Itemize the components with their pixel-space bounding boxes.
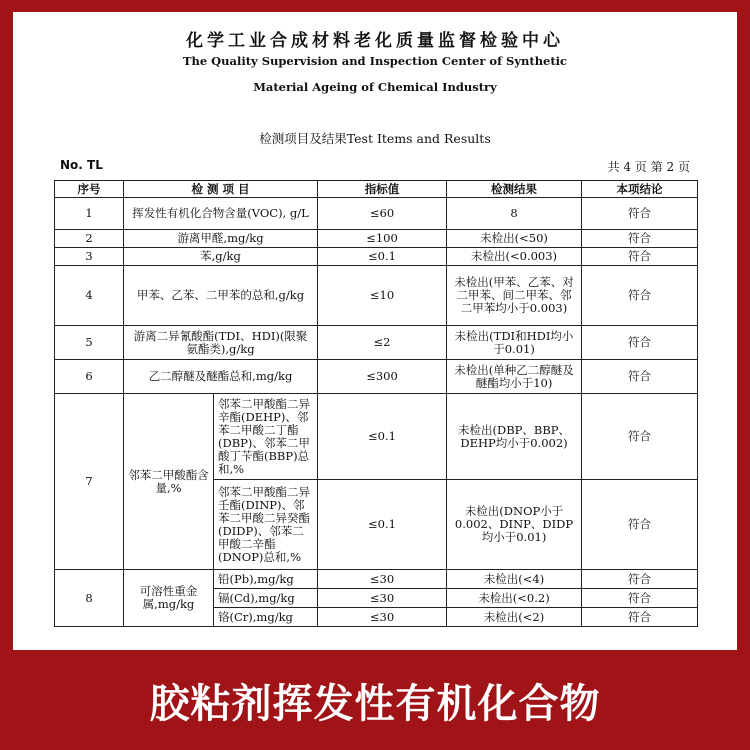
cell-result: 8	[447, 198, 582, 230]
cell-no: 1	[55, 198, 124, 230]
cell-subitem: 邻苯二甲酸酯二异壬酯(DINP)、邻苯二甲酸二异癸酯(DIDP)、邻苯二甲酸二辛酯(DNOP)总和,%	[214, 480, 318, 570]
cell-result: 未检出(<50)	[447, 230, 582, 248]
cell-limit: ≤60	[318, 198, 447, 230]
report-document	[13, 12, 737, 650]
table-row	[55, 266, 698, 326]
cell-item: 甲苯、乙苯、二甲苯的总和,g/kg	[124, 266, 318, 326]
cell-subitem: 镉(Cd),mg/kg	[214, 589, 318, 608]
cell-limit: ≤30	[318, 570, 447, 589]
cell-result: 未检出(<0.2)	[447, 589, 582, 608]
cell-subitem: 邻苯二甲酸酯二异辛酯(DEHP)、邻苯二甲酸二丁酯(DBP)、邻苯二甲酸丁苄酯(BBP)总和,%	[214, 394, 318, 480]
cell-item: 挥发性有机化合物含量(VOC), g/L	[124, 198, 318, 230]
cell-limit: ≤30	[318, 589, 447, 608]
cell-conclusion: 符合	[582, 198, 698, 230]
cell-no: 6	[55, 360, 124, 394]
cell-limit: ≤2	[318, 326, 447, 360]
cell-limit: ≤0.1	[318, 248, 447, 266]
cell-result: 未检出(<4)	[447, 570, 582, 589]
cell-limit: ≤10	[318, 266, 447, 326]
cell-subitem: 铅(Pb),mg/kg	[214, 570, 318, 589]
report-number: No. TL	[60, 158, 103, 172]
cell-item: 苯,g/kg	[124, 248, 318, 266]
header-no: 序号	[55, 181, 124, 198]
cell-conclusion: 符合	[582, 480, 698, 570]
cell-conclusion: 符合	[582, 360, 698, 394]
bottom-banner	[0, 650, 750, 750]
cell-no: 7	[55, 394, 124, 570]
cell-limit: ≤0.1	[318, 394, 447, 480]
cell-subitem: 铬(Cr),mg/kg	[214, 608, 318, 627]
section-title: 检测项目及结果Test Items and Results	[259, 131, 491, 146]
center-title-cn: 化学工业合成材料老化质量监督检验中心	[186, 31, 564, 51]
cell-no: 8	[55, 570, 124, 627]
results-table	[54, 180, 698, 627]
header-conclusion: 本项结论	[582, 181, 698, 198]
table-row	[55, 230, 698, 248]
cell-conclusion: 符合	[582, 570, 698, 589]
cell-conclusion: 符合	[582, 248, 698, 266]
cell-item-group: 邻苯二甲酸酯含量,%	[124, 394, 214, 570]
cell-item-group: 可溶性重金属,mg/kg	[124, 570, 214, 627]
cell-no: 5	[55, 326, 124, 360]
cell-limit: ≤100	[318, 230, 447, 248]
table-row-7a	[55, 394, 698, 480]
cell-conclusion: 符合	[582, 608, 698, 627]
table-row	[55, 326, 698, 360]
cell-conclusion: 符合	[582, 326, 698, 360]
cell-result: 未检出(<2)	[447, 608, 582, 627]
page-info: 共 4 页 第 2 页	[607, 160, 690, 174]
table-header-row	[55, 181, 698, 198]
cell-conclusion: 符合	[582, 589, 698, 608]
table-row-8a	[55, 570, 698, 589]
table-row	[55, 198, 698, 230]
table-row	[55, 360, 698, 394]
cell-conclusion: 符合	[582, 230, 698, 248]
cell-item: 游离二异氰酸酯(TDI、HDI)(限聚氨酯类),g/kg	[124, 326, 318, 360]
header-limit: 指标值	[318, 181, 447, 198]
cell-result: 未检出(TDI和HDI均小于0.01)	[447, 326, 582, 360]
cell-result: 未检出(单种乙二醇醚及醚酯均小于10)	[447, 360, 582, 394]
table-row	[55, 248, 698, 266]
cell-limit: ≤300	[318, 360, 447, 394]
banner-text: 胶粘剂挥发性有机化合物	[149, 680, 601, 727]
cell-no: 4	[55, 266, 124, 326]
cell-result: 未检出(<0.003)	[447, 248, 582, 266]
cell-conclusion: 符合	[582, 394, 698, 480]
cell-item: 游离甲醛,mg/kg	[124, 230, 318, 248]
cell-no: 3	[55, 248, 124, 266]
cell-limit: ≤0.1	[318, 480, 447, 570]
center-title-en-line2: Material Ageing of Chemical Industry	[253, 80, 497, 94]
center-title-en-line1: The Quality Supervision and Inspection Center of Synthetic	[182, 54, 568, 68]
header-item: 检 测 项 目	[124, 181, 318, 198]
cell-limit: ≤30	[318, 608, 447, 627]
cell-item: 乙二醇醚及醚酯总和,mg/kg	[124, 360, 318, 394]
cell-conclusion: 符合	[582, 266, 698, 326]
cell-result: 未检出(甲苯、乙苯、对二甲苯、间二甲苯、邻二甲苯均小于0.003)	[447, 266, 582, 326]
cell-no: 2	[55, 230, 124, 248]
cell-result: 未检出(DNOP小于0.002、DINP、DIDP均小于0.01)	[447, 480, 582, 570]
cell-result: 未检出(DBP、BBP、DEHP均小于0.002)	[447, 394, 582, 480]
header-result: 检测结果	[447, 181, 582, 198]
